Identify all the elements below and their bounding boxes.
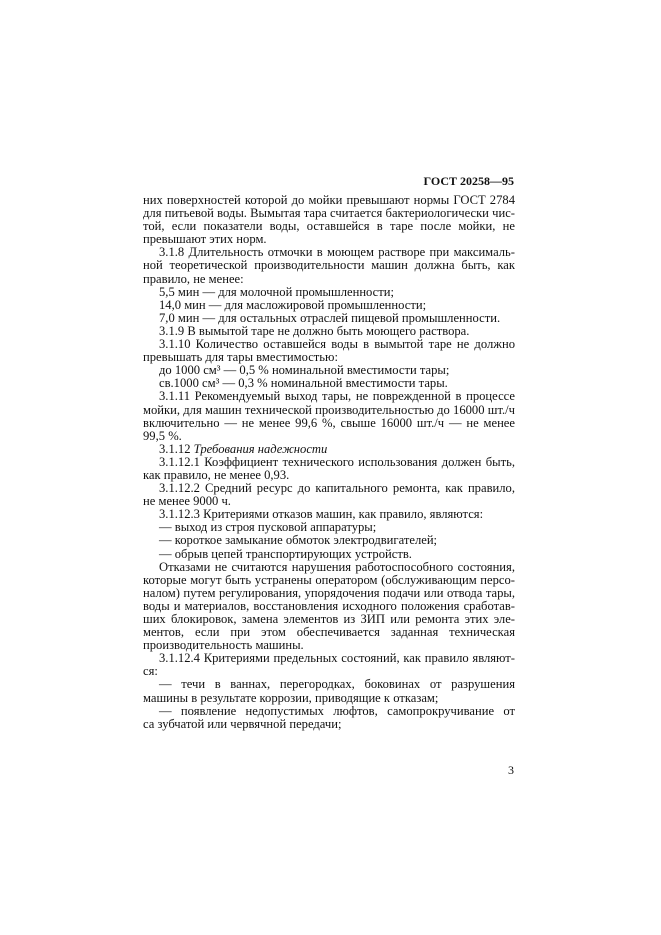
text-line-content: ной теоретической производительности машин должна быть, как — [143, 259, 515, 273]
text-line-content: — короткое замыкание обмоток электродвигателей; — [159, 533, 438, 548]
text-line — [143, 417, 515, 430]
text-line — [143, 574, 515, 587]
text-line — [143, 207, 515, 220]
text-line-content: 14,0 мин — для масложировой промышленности; — [159, 297, 427, 312]
text-line-content: для питьевой воды. Вымытая тара считается бактериологически чис- — [143, 207, 515, 221]
text-line-content: машины в результате коррозии, приводящие к отказам; — [143, 690, 439, 705]
text-line-content: до 1000 см³ — 0,5 % номинальной вместимости тары; — [159, 363, 450, 378]
text-line-content: ся: — [143, 664, 158, 679]
text-line — [143, 561, 515, 574]
text-line-content: той, если показатели воды, оставшейся в таре после мойки, не — [143, 220, 515, 234]
document-body — [143, 194, 515, 731]
text-line-content: 3.1.12.2 Средний ресурс до капитального ремонта, как правило, — [159, 482, 515, 496]
text-line-content: 3.1.12.4 Критериями предельных состояний, как правило являют- — [159, 652, 515, 666]
text-line — [143, 718, 515, 731]
text-line — [143, 600, 515, 613]
text-line-content: не менее 9000 ч. — [143, 494, 231, 509]
text-line-content: — течи в ваннах, перегородках, боковинах от разрушения — [159, 678, 515, 692]
text-line-content: ментов, если при этом обеспечивается заданная техническая — [143, 626, 515, 640]
text-line-content: 7,0 мин — для остальных отраслей пищевой промышленности. — [159, 310, 501, 325]
text-line-content: налом) путем регулирования, упорядочения подачи или отвода тары, — [143, 586, 515, 600]
text-line-content: 99,5 %. — [143, 428, 182, 443]
text-line — [143, 652, 515, 665]
text-line-content: превышают этих норм. — [143, 232, 267, 247]
text-line-content: которые могут быть устранены оператором (обслуживающим персо- — [143, 573, 515, 587]
text-line — [143, 469, 515, 482]
text-line-content: как правило, не менее 0,93. — [143, 467, 290, 482]
text-line — [143, 548, 515, 561]
text-line — [143, 194, 515, 207]
text-line-content: 3.1.11 Рекомендуемый выход тары, не поврежденной в процессе — [159, 390, 515, 404]
page-number: 3 — [508, 763, 514, 777]
text-line — [143, 443, 515, 456]
text-line — [143, 665, 515, 678]
text-line-content: 3.1.12.1 Коэффициент технического использования должен быть, — [159, 455, 515, 469]
text-line — [143, 692, 515, 705]
text-line-content: них поверхностей которой до мойки превышают нормы ГОСТ 2784 — [143, 194, 515, 207]
document-header: ГОСТ 20258—95 — [423, 174, 514, 188]
text-line-content: правило, не менее: — [143, 271, 244, 286]
text-line-content: включительно — не менее 99,6 %, свыше 16000 шт./ч — не менее — [143, 416, 515, 430]
text-line — [143, 639, 515, 652]
text-line-content: воды и материалов, восстановления исходного положения сработав- — [143, 599, 515, 613]
text-line-content: — появление недопустимых люфтов, самопрокручивание от — [159, 704, 515, 718]
text-line-content: 3.1.9 В вымытой таре не должно быть моющего раствора. — [159, 323, 470, 338]
text-line-content: 5,5 мин — для молочной промышленности; — [159, 284, 394, 299]
section-title: Требования надежности — [193, 441, 328, 456]
text-line-content: производительность машины. — [143, 638, 304, 653]
text-line-content: Отказами не считаются нарушения работоспособного состояния, — [159, 560, 515, 574]
text-line — [143, 325, 515, 338]
text-line — [143, 233, 515, 246]
text-line — [143, 390, 515, 403]
text-line-content: — обрыв цепей транспортирующих устройств. — [159, 546, 412, 561]
text-line-content: — выход из строя пусковой аппаратуры; — [159, 520, 377, 535]
text-line-content: 3.1.8 Длительность отмочки в моющем растворе при максималь- — [159, 246, 515, 260]
text-line — [143, 404, 515, 417]
text-line — [143, 587, 515, 600]
text-line — [143, 613, 515, 626]
text-line-content: 3.1.10 Количество оставшейся воды в вымытой таре не должно — [159, 338, 515, 352]
text-line — [143, 377, 515, 390]
text-line-content: мойки, для машин технической производительностью до 16000 шт./ч — [143, 403, 515, 417]
text-line-content: са зубчатой или червячной передачи; — [143, 716, 342, 731]
text-line — [143, 246, 515, 259]
text-line-content: 3.1.12 — [159, 441, 194, 456]
text-line-content: св.1000 см³ — 0,3 % номинальной вместимости тары. — [159, 376, 448, 391]
text-line-content: ших блокировок, замена элементов из ЗИП или ремонта этих эле- — [143, 613, 515, 626]
text-line-content: 3.1.12.3 Критериями отказов машин, как правило, являются: — [159, 507, 484, 522]
text-line-content: превышать для тары вместимостью: — [143, 350, 338, 365]
